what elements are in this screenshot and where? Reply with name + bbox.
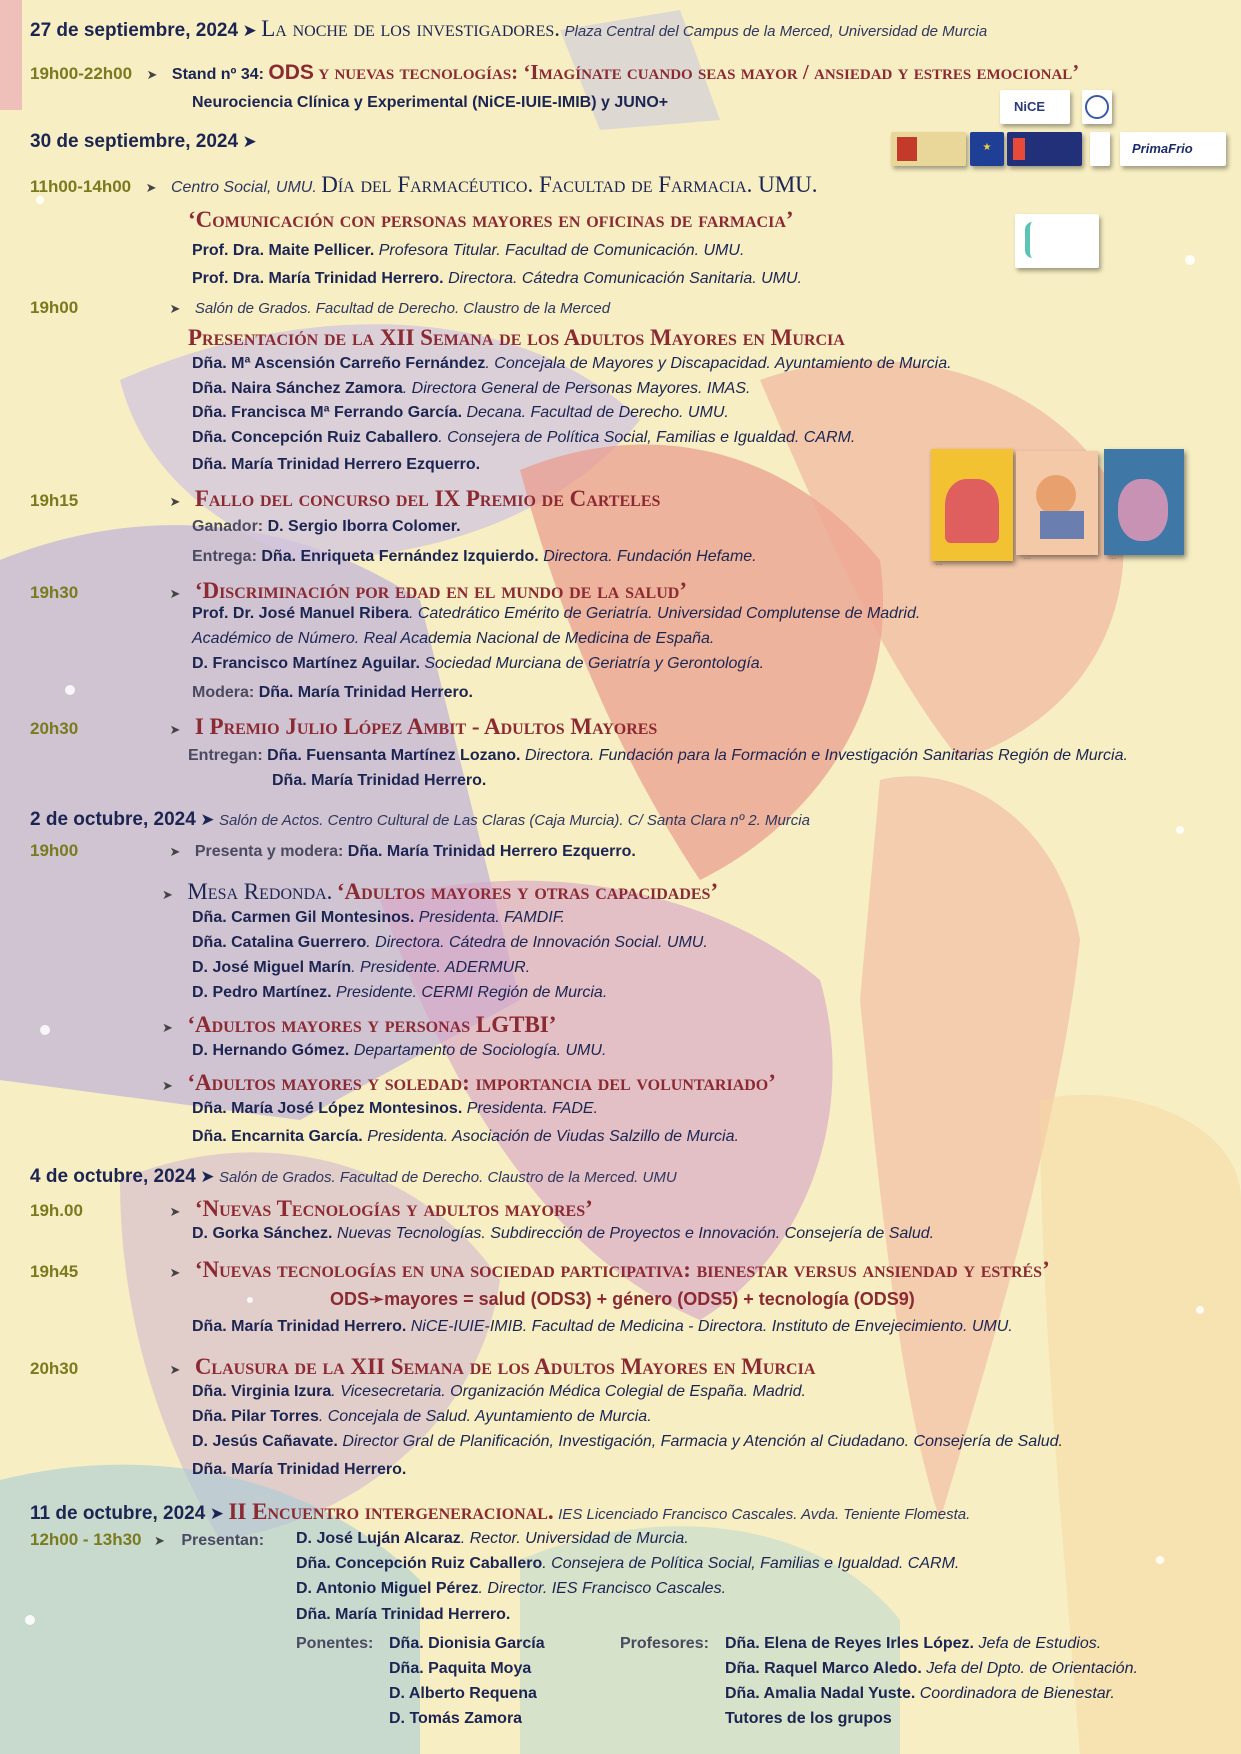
person-line: D. Pedro Martínez. Presidente. CERMI Región de Murcia.: [192, 984, 608, 1001]
umu-logo: [1090, 132, 1110, 166]
event-place: IES Licenciado Francisco Cascales. Avda. Teniente Flomesta.: [558, 1506, 971, 1523]
event-place: Plaza Central del Campus de la Merced, Universidad de Murcia: [564, 23, 988, 40]
person-line: Dña. María Trinidad Herrero Ezquerro.: [192, 456, 481, 473]
juno-logo: [1082, 90, 1112, 124]
fallo-row: [30, 487, 660, 510]
date-heading: 27 de septiembre, 2024: [30, 20, 239, 41]
time-label: 20h30: [30, 719, 79, 738]
person-line: Dña. Catalina Guerrero. Directora. Cátedra de Innovación Social. UMU.: [192, 934, 708, 951]
time-label: 19h00: [30, 298, 79, 317]
person-line: Dña. María Trinidad Herrero.: [272, 772, 487, 789]
primafrio-logo-text: PrimaFrio: [1132, 141, 1193, 156]
bullet-icon: ➤: [169, 1204, 181, 1219]
event-title: Clausura de la XII Semana de los Adultos Mayores en Murcia: [194, 1354, 816, 1379]
time-label: 19h15: [30, 491, 79, 510]
talk-title: ‘Nuevas Tecnologías y adultos mayores’: [194, 1196, 593, 1221]
event-title: Presentación de la XII Semana de los Adultos Mayores en Murcia: [188, 325, 845, 350]
person-line: Dña. María Trinidad Herrero. NiCE-IUIE-IMIB. Facultad de Medicina - Directora. Instituto de Envejecimiento. UMU.: [192, 1318, 1013, 1335]
mesa-row: [152, 880, 718, 903]
ods-label: ODS: [268, 61, 314, 84]
person-line: Dña. Concepción Ruiz Caballero. Consejera de Política Social, Familias e Igualdad. CARM.: [296, 1555, 960, 1572]
ods-formula: ODS➛mayores = salud (ODS3) + género (ODS5) + tecnología (ODS9): [330, 1289, 915, 1309]
person-line: Dña. Virginia Izura. Vicesecretaria. Organización Médica Colegial de España. Madrid.: [192, 1383, 806, 1400]
person-line: D. José Luján Alcaraz. Rector. Universidad de Murcia.: [296, 1530, 689, 1547]
time-label: 11h00-14h00: [30, 177, 132, 196]
bullet-icon: ➤: [153, 1533, 165, 1548]
person-line: Dña. Carmen Gil Montesinos. Presidenta. FAMDIF.: [192, 909, 565, 926]
lgtbi-row: [152, 1013, 556, 1036]
time-label: 19h.00: [30, 1201, 83, 1220]
person-line: Prof. Dra. María Trinidad Herrero. Directora. Cátedra Comunicación Sanitaria. UMU.: [192, 270, 802, 287]
arrow-icon: ➤: [242, 21, 257, 40]
event-title: Mesa Redonda.: [187, 879, 333, 904]
nuevas2-row: [30, 1258, 1050, 1281]
clausura-row: [30, 1355, 815, 1378]
ponente: D. Tomás Zamora: [389, 1710, 523, 1727]
person-line: Prof. Dra. Maite Pellicer. Profesora Titular. Facultad de Comunicación. UMU.: [192, 242, 745, 259]
arrow-icon: ➤: [200, 1167, 215, 1186]
ministerio-logo: [891, 132, 966, 166]
poster-caption: ····: [936, 562, 943, 568]
event-title: ‘Discriminación por edad en el mundo de la salud’: [194, 578, 687, 603]
event-title: II Encuentro intergeneracional.: [228, 1499, 554, 1524]
time-label: 19h00: [30, 841, 79, 860]
farmaceutico-row: [30, 173, 818, 196]
catedra-logo: [1015, 214, 1099, 268]
bullet-icon: ➤: [169, 1265, 181, 1280]
poster-2: [1016, 451, 1098, 555]
primafrio-logo: [1120, 132, 1226, 166]
bullet-icon: ➤: [162, 1078, 173, 1093]
person-line: Dña. Encarnita García. Presidenta. Asociación de Viudas Salzillo de Murcia.: [192, 1128, 739, 1145]
discrim-row: [30, 579, 687, 602]
bullet-icon: ➤: [169, 722, 181, 737]
event-place: Salón de Grados. Facultad de Derecho. Claustro de la Merced. UMU: [218, 1169, 677, 1186]
bullet-icon: ➤: [169, 301, 181, 316]
poster-1: [931, 449, 1013, 561]
time-label: 19h45: [30, 1262, 79, 1281]
person-line: Académico de Número. Real Academia Nacional de Medicina de España.: [192, 630, 715, 647]
nice-logo: [1000, 90, 1070, 124]
section-2-oct: [30, 810, 810, 829]
delivery-line: Entrega: Dña. Enriqueta Fernández Izquierdo. Directora. Fundación Hefame.: [192, 548, 757, 565]
bullet-icon: ➤: [169, 844, 181, 859]
ponente: Dña. Dionisia García: [389, 1635, 545, 1652]
bullet-icon: ➤: [162, 887, 173, 902]
person-line: Dña. María Trinidad Herrero.: [296, 1606, 511, 1623]
eu-flag-logo: ★: [970, 132, 1004, 166]
profesor: Dña. Raquel Marco Aledo. Jefa del Dpto. de Orientación.: [725, 1660, 1138, 1677]
winner-line: Ganador: D. Sergio Iborra Colomer.: [192, 518, 461, 535]
profesor: Dña. Amalia Nadal Yuste. Coordinadora de Bienestar.: [725, 1685, 1115, 1702]
date-heading: 2 de octubre, 2024: [30, 809, 196, 830]
bullet-icon: ➤: [162, 1020, 173, 1035]
event-title: Fallo del concurso del IX Premio de Carteles: [194, 486, 661, 511]
date-heading: 11 de octubre, 2024: [30, 1503, 206, 1524]
person-line: D. Hernando Gómez. Departamento de Sociología. UMU.: [192, 1042, 607, 1059]
talk-title: ‘Comunicación con personas mayores en oficinas de farmacia’: [188, 207, 794, 232]
arrow-icon: ➤: [242, 132, 257, 151]
person-line: Dña. María Trinidad Herrero.: [192, 1461, 407, 1478]
moderator-line: Modera: Dña. María Trinidad Herrero.: [192, 684, 473, 701]
person-line: Dña. Pilar Torres. Concejala de Salud. Ayuntamiento de Murcia.: [192, 1408, 652, 1425]
event-title: Día del Farmacéutico. Facultad de Farmacia. UMU.: [321, 172, 818, 197]
event-place: Salón de Actos. Centro Cultural de Las Claras (Caja Murcia). C/ Santa Clara nº 2. Murcia: [218, 812, 810, 829]
recovery-plan-logo: [1007, 132, 1082, 166]
profesor: Dña. Elena de Reyes Irles López. Jefa de Estudios.: [725, 1635, 1102, 1652]
talk-title: ‘Adultos mayores y soledad: importancia del voluntariado’: [187, 1070, 776, 1095]
nuevas-row: [30, 1197, 593, 1220]
presentan-row: 12h00 - 13h30 ➤ Presentan:: [30, 1530, 265, 1549]
section-4-oct: [30, 1167, 677, 1186]
person-line: Dña. Concepción Ruiz Caballero. Consejera de Política Social, Familias e Igualdad. CARM.: [192, 429, 856, 446]
stand-row: [30, 62, 1079, 83]
soledad-row: [152, 1071, 776, 1094]
person-line: Prof. Dr. José Manuel Ribera. Catedrático Emérito de Geriatría. Universidad Complutense de Madrid.: [192, 605, 921, 622]
ponente: Dña. Paquita Moya: [389, 1660, 532, 1677]
person-line: D. Gorka Sánchez. Nuevas Tecnologías. Subdirección de Proyectos e Innovación. Consejería de Salud.: [192, 1225, 935, 1242]
poster-3: [1104, 449, 1184, 555]
premio-row: [30, 715, 657, 738]
section-30-sep: [30, 132, 257, 151]
bullet-icon: ➤: [169, 586, 181, 601]
person-line: Dña. Mª Ascensión Carreño Fernández. Concejala de Mayores y Discapacidad. Ayuntamiento de Murcia.: [192, 355, 952, 372]
ponente: D. Alberto Requena: [389, 1685, 537, 1702]
section-27-sep: [30, 17, 987, 40]
date-heading: 30 de septiembre, 2024: [30, 131, 239, 152]
bullet-icon: ➤: [146, 67, 158, 82]
person-line: Dña. Francisca Mª Ferrando García. Decana. Facultad de Derecho. UMU.: [192, 404, 729, 421]
time-label: 19h00-22h00: [30, 64, 133, 83]
time-label: 12h00 - 13h30: [30, 1530, 142, 1549]
org-line: Neurociencia Clínica y Experimental (NiCE-IUIE-IMIB) y JUNO+: [192, 94, 669, 111]
grados-row: [30, 299, 610, 317]
arrow-icon: ➤: [209, 1504, 225, 1523]
talk-title: ‘Adultos mayores y personas LGTBI’: [187, 1012, 557, 1037]
profesor: Tutores de los grupos: [725, 1710, 892, 1727]
talk-title: ‘Adultos mayores y otras capacidades’: [336, 879, 719, 904]
stand-label: Stand nº 34:: [171, 66, 264, 83]
bullet-icon: ➤: [145, 180, 157, 195]
person-line: D. Antonio Miguel Pérez. Director. IES Francisco Cascales.: [296, 1580, 727, 1597]
person-line: D. Jesús Cañavate. Director Gral de Planificación, Investigación, Farmacia y Atención al Ciudadano. Consejería de Salud.: [192, 1433, 1063, 1450]
delivery-line: Entregan: Dña. Fuensanta Martínez Lozano. Directora. Fundación para la Formación e Investigación Sanitarias Región de Murcia.: [188, 747, 1128, 764]
person-line: D. José Miguel Marín. Presidente. ADERMUR.: [192, 959, 531, 976]
bullet-icon: ➤: [169, 494, 181, 509]
ods-title: y nuevas tecnologías: ‘Imagínate cuando seas mayor / ansiedad y estres emocional’: [318, 60, 1080, 84]
event-title: I Premio Julio López Ambit - Adultos Mayores: [194, 714, 658, 739]
poster-caption: ····: [1110, 556, 1117, 562]
date-heading: 4 de octubre, 2024: [30, 1166, 196, 1187]
time-label: 19h30: [30, 583, 79, 602]
person-line: D. Francisco Martínez Aguilar. Sociedad Murciana de Geriatría y Gerontología.: [192, 655, 765, 672]
nice-logo-text: NiCE: [1014, 99, 1046, 114]
time-label: 20h30: [30, 1359, 79, 1378]
event-place: Salón de Grados. Facultad de Derecho. Claustro de la Merced: [194, 300, 611, 317]
profesores-label: Profesores:: [620, 1635, 709, 1652]
poster-caption: ····: [1024, 556, 1031, 562]
person-line: Dña. María José López Montesinos. Presidenta. FADE.: [192, 1100, 599, 1117]
presenta-row: 19h00 ➤ Presenta y modera: Dña. María Trinidad Herrero Ezquerro.: [30, 841, 636, 860]
person-line: Dña. Naira Sánchez Zamora. Directora General de Personas Mayores. IMAS.: [192, 380, 751, 397]
talk-title: ‘Nuevas tecnologías en una sociedad participativa: bienestar versus ansiendad y estrés’: [194, 1257, 1050, 1282]
arrow-icon: ➤: [200, 810, 215, 829]
event-title: La noche de los investigadores.: [261, 16, 561, 41]
section-11-oct: [30, 1500, 970, 1523]
event-place: Centro Social, UMU.: [170, 179, 317, 196]
bullet-icon: ➤: [169, 1362, 181, 1377]
ponentes-label: Ponentes:: [296, 1635, 374, 1652]
